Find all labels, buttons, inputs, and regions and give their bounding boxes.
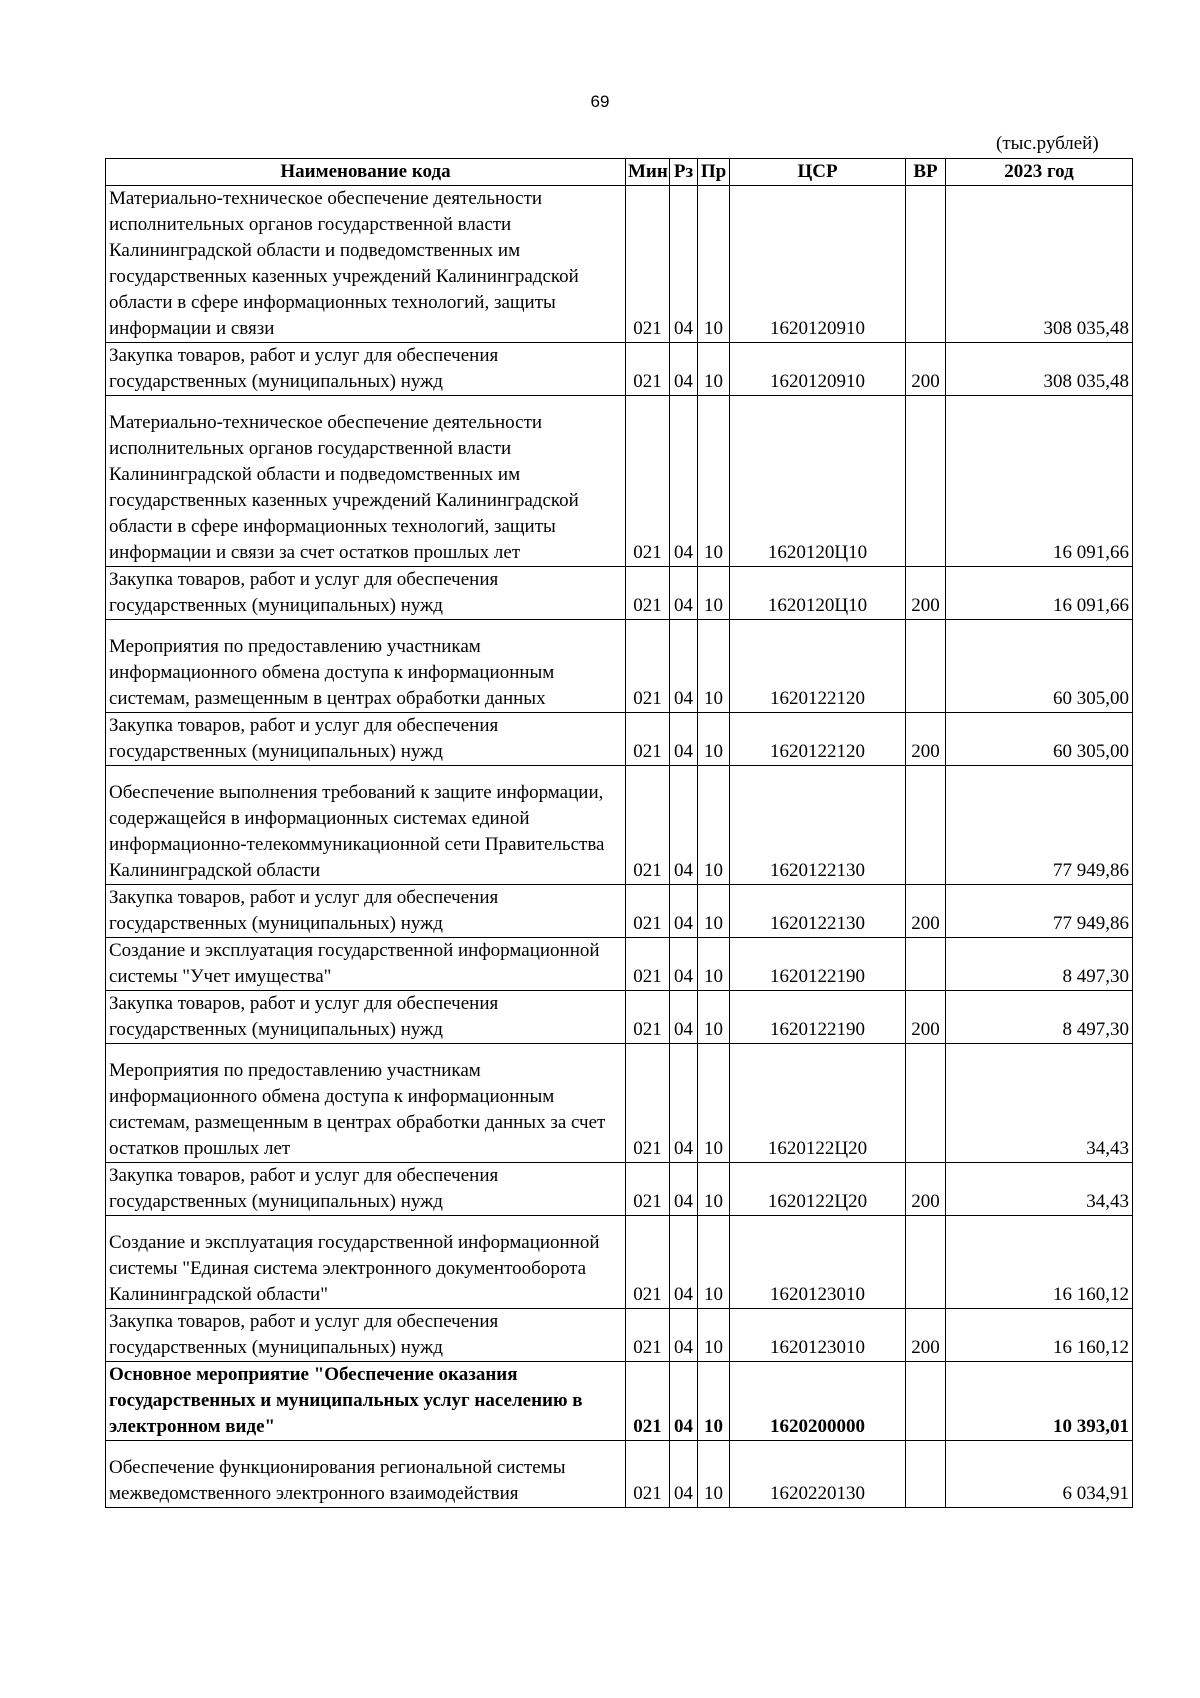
cell-name: Мероприятия по предоставлению участникам информационного обмена доступа к информационным системам, размещенным в центрах обработки данных за счет остатков прошлых лет <box>106 1044 626 1163</box>
cell-min: 021 <box>626 885 670 938</box>
table-row <box>106 186 1133 343</box>
cell-min: 021 <box>626 620 670 713</box>
cell-pr: 10 <box>698 1362 730 1441</box>
table-row <box>106 343 1133 396</box>
cell-vr <box>906 1044 946 1163</box>
cell-pr: 10 <box>698 1216 730 1309</box>
cell-pr: 10 <box>698 1163 730 1216</box>
cell-min: 021 <box>626 991 670 1044</box>
units-label: (тыс.рублей) <box>996 133 1099 154</box>
cell-vr: 200 <box>906 343 946 396</box>
cell-pr: 10 <box>698 343 730 396</box>
table-header-row <box>106 159 1133 186</box>
cell-rz: 04 <box>670 1044 698 1163</box>
cell-name: Материально-техническое обеспечение деятельности исполнительных органов государственной власти Калининградской области и подведомственных им государственных казенных учреждений Калининградской области в сфере информационных технологий, защиты информации и связи <box>106 186 626 343</box>
cell-amount: 8 497,30 <box>946 938 1133 991</box>
cell-rz: 04 <box>670 1362 698 1441</box>
header-pr: Пр <box>698 159 730 186</box>
table-row <box>106 1362 1133 1441</box>
cell-amount: 16 160,12 <box>946 1216 1133 1309</box>
cell-amount: 77 949,86 <box>946 766 1133 885</box>
cell-min: 021 <box>626 766 670 885</box>
cell-rz: 04 <box>670 1216 698 1309</box>
cell-vr <box>906 1362 946 1441</box>
cell-csr: 1620122130 <box>730 885 906 938</box>
cell-min: 021 <box>626 938 670 991</box>
cell-vr <box>906 396 946 567</box>
cell-name: Закупка товаров, работ и услуг для обеспечения государственных (муниципальных) нужд <box>106 1163 626 1216</box>
cell-min: 021 <box>626 1441 670 1508</box>
header-name: Наименование кода <box>106 159 626 186</box>
header-min: Мин <box>626 159 670 186</box>
cell-min: 021 <box>626 713 670 766</box>
cell-amount: 77 949,86 <box>946 885 1133 938</box>
cell-pr: 10 <box>698 567 730 620</box>
cell-rz: 04 <box>670 991 698 1044</box>
cell-csr: 1620122130 <box>730 766 906 885</box>
cell-vr <box>906 186 946 343</box>
cell-csr: 1620122Ц20 <box>730 1163 906 1216</box>
cell-pr: 10 <box>698 991 730 1044</box>
cell-rz: 04 <box>670 1163 698 1216</box>
cell-csr: 1620200000 <box>730 1362 906 1441</box>
page-number: 69 <box>590 92 610 111</box>
cell-min: 021 <box>626 567 670 620</box>
cell-rz: 04 <box>670 885 698 938</box>
cell-amount: 308 035,48 <box>946 343 1133 396</box>
cell-pr: 10 <box>698 1309 730 1362</box>
table-body <box>106 186 1133 1508</box>
header-csr: ЦСР <box>730 159 906 186</box>
cell-vr <box>906 1216 946 1309</box>
cell-rz: 04 <box>670 713 698 766</box>
cell-rz: 04 <box>670 1309 698 1362</box>
cell-name: Обеспечение выполнения требований к защите информации, содержащейся в информационных системах единой информационно-телекоммуникационной сети Правительства Калининградской области <box>106 766 626 885</box>
cell-vr <box>906 766 946 885</box>
cell-amount: 6 034,91 <box>946 1441 1133 1508</box>
cell-rz: 04 <box>670 1441 698 1508</box>
table-row <box>106 620 1133 713</box>
cell-pr: 10 <box>698 713 730 766</box>
cell-name: Обеспечение функционирования региональной системы межведомственного электронного взаимодействия <box>106 1441 626 1508</box>
cell-name: Создание и эксплуатация государственной информационной системы "Единая система электронного документооборота Калининградской области" <box>106 1216 626 1309</box>
cell-vr <box>906 938 946 991</box>
cell-name: Закупка товаров, работ и услуг для обеспечения государственных (муниципальных) нужд <box>106 991 626 1044</box>
cell-pr: 10 <box>698 938 730 991</box>
cell-amount: 34,43 <box>946 1163 1133 1216</box>
table-row <box>106 885 1133 938</box>
cell-csr: 1620120910 <box>730 343 906 396</box>
cell-amount: 8 497,30 <box>946 991 1133 1044</box>
cell-name: Создание и эксплуатация государственной информационной системы "Учет имущества" <box>106 938 626 991</box>
cell-vr: 200 <box>906 991 946 1044</box>
cell-min: 021 <box>626 396 670 567</box>
header-rz: Рз <box>670 159 698 186</box>
cell-min: 021 <box>626 1362 670 1441</box>
cell-csr: 1620123010 <box>730 1216 906 1309</box>
cell-amount: 16 091,66 <box>946 396 1133 567</box>
cell-csr: 1620122Ц20 <box>730 1044 906 1163</box>
cell-csr: 1620122120 <box>730 620 906 713</box>
cell-amount: 60 305,00 <box>946 713 1133 766</box>
cell-csr: 1620123010 <box>730 1309 906 1362</box>
cell-csr: 1620122190 <box>730 991 906 1044</box>
cell-rz: 04 <box>670 396 698 567</box>
table-row <box>106 991 1133 1044</box>
cell-pr: 10 <box>698 1441 730 1508</box>
table-row <box>106 1044 1133 1163</box>
cell-csr: 1620220130 <box>730 1441 906 1508</box>
table-row <box>106 938 1133 991</box>
cell-pr: 10 <box>698 1044 730 1163</box>
cell-rz: 04 <box>670 620 698 713</box>
cell-name: Материально-техническое обеспечение деятельности исполнительных органов государственной власти Калининградской области и подведомственных им государственных казенных учреждений Калининградской области в сфере информационных технологий, защиты информации и связи за счет остатков прошлых лет <box>106 396 626 567</box>
cell-vr: 200 <box>906 713 946 766</box>
cell-csr: 1620122190 <box>730 938 906 991</box>
cell-csr: 1620120910 <box>730 186 906 343</box>
cell-csr: 1620120Ц10 <box>730 396 906 567</box>
cell-name: Закупка товаров, работ и услуг для обеспечения государственных (муниципальных) нужд <box>106 343 626 396</box>
cell-pr: 10 <box>698 766 730 885</box>
table-row <box>106 713 1133 766</box>
table-row <box>106 1163 1133 1216</box>
header-vr: ВР <box>906 159 946 186</box>
cell-rz: 04 <box>670 766 698 885</box>
cell-amount: 60 305,00 <box>946 620 1133 713</box>
cell-csr: 1620120Ц10 <box>730 567 906 620</box>
header-amount: 2023 год <box>946 159 1133 186</box>
cell-amount: 10 393,01 <box>946 1362 1133 1441</box>
cell-pr: 10 <box>698 620 730 713</box>
cell-min: 021 <box>626 1216 670 1309</box>
cell-name: Основное мероприятие "Обеспечение оказания государственных и муниципальных услуг населению в электронном виде" <box>106 1362 626 1441</box>
cell-min: 021 <box>626 343 670 396</box>
table-row <box>106 1216 1133 1309</box>
cell-name: Закупка товаров, работ и услуг для обеспечения государственных (муниципальных) нужд <box>106 713 626 766</box>
budget-table <box>105 158 1133 1508</box>
cell-name: Закупка товаров, работ и услуг для обеспечения государственных (муниципальных) нужд <box>106 1309 626 1362</box>
cell-vr: 200 <box>906 567 946 620</box>
cell-rz: 04 <box>670 186 698 343</box>
cell-amount: 16 091,66 <box>946 567 1133 620</box>
table-row <box>106 766 1133 885</box>
cell-rz: 04 <box>670 938 698 991</box>
cell-amount: 16 160,12 <box>946 1309 1133 1362</box>
cell-pr: 10 <box>698 885 730 938</box>
cell-csr: 1620122120 <box>730 713 906 766</box>
cell-vr: 200 <box>906 1163 946 1216</box>
cell-min: 021 <box>626 1044 670 1163</box>
cell-vr <box>906 1441 946 1508</box>
cell-vr: 200 <box>906 1309 946 1362</box>
cell-rz: 04 <box>670 343 698 396</box>
cell-amount: 34,43 <box>946 1044 1133 1163</box>
cell-rz: 04 <box>670 567 698 620</box>
table-row <box>106 396 1133 567</box>
cell-min: 021 <box>626 186 670 343</box>
cell-pr: 10 <box>698 396 730 567</box>
cell-min: 021 <box>626 1309 670 1362</box>
cell-vr: 200 <box>906 885 946 938</box>
cell-min: 021 <box>626 1163 670 1216</box>
cell-pr: 10 <box>698 186 730 343</box>
cell-amount: 308 035,48 <box>946 186 1133 343</box>
table-row <box>106 1441 1133 1508</box>
cell-name: Закупка товаров, работ и услуг для обеспечения государственных (муниципальных) нужд <box>106 885 626 938</box>
cell-name: Мероприятия по предоставлению участникам информационного обмена доступа к информационным системам, размещенным в центрах обработки данных <box>106 620 626 713</box>
cell-vr <box>906 620 946 713</box>
table-row <box>106 1309 1133 1362</box>
table-row <box>106 567 1133 620</box>
cell-name: Закупка товаров, работ и услуг для обеспечения государственных (муниципальных) нужд <box>106 567 626 620</box>
